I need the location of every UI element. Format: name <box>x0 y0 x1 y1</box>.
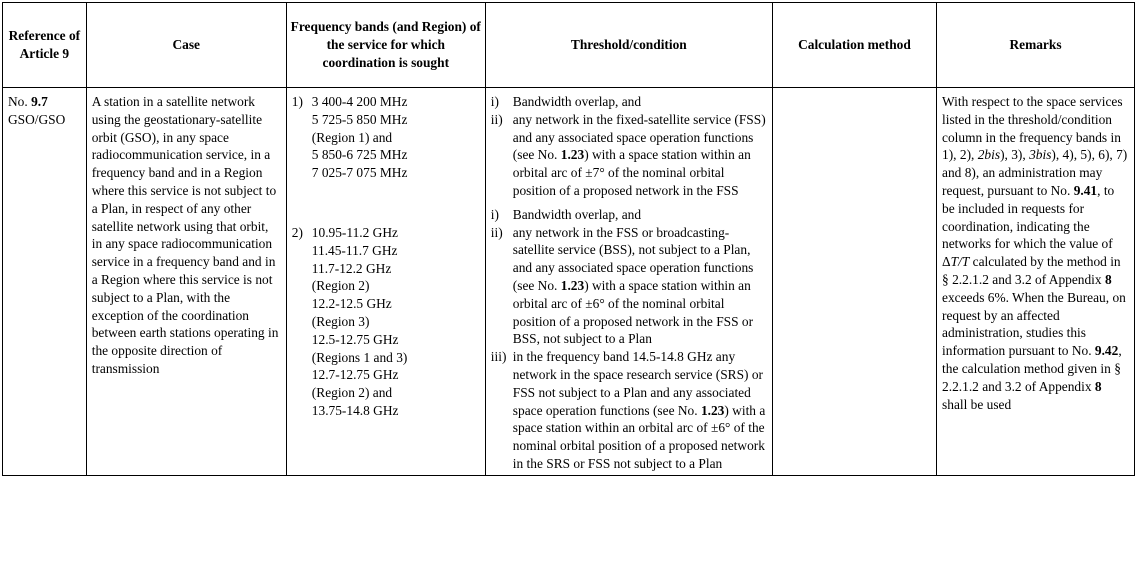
header-calculation-method: Calculation method <box>772 3 936 88</box>
band-line: (Region 2) and <box>311 385 393 401</box>
band-line: 12.5-12.75 GHz <box>311 331 399 347</box>
band-line: 11.7-12.2 GHz <box>311 260 392 276</box>
ref-9-41: 9.41 <box>1073 182 1098 198</box>
ref-1-23: 1.23 <box>560 277 585 293</box>
threshold-item: ii) any network in the FSS or broadcasting-satellite service (BSS), not subject to a Plan, and any associated space operation functions (see No. 1.23) with a space station within an orbital arc of ±6° of the nominal orbital position of a proposed network in the FSS or BSS, not subject to a Plan <box>490 224 754 347</box>
band-line: 7 025-7 075 MHz <box>311 165 408 181</box>
ref-prefix: No. <box>8 94 32 109</box>
threshold-item: i) Bandwidth overlap, and <box>490 94 642 109</box>
ref-1-23: 1.23 <box>560 147 585 163</box>
case-cell: A station in a satellite network using the geostationary-satellite orbit (GSO), in any space radiocommunication service, in a frequency band and in a Region where this service is not subject to a Plan, in respect of any other satellite network using that orbit, in any space radiocommunication service in a frequency band and in a Region where this service is not subject to a Plan, with the exception of the coordination between earth stations operating in the opposite direction of transmission <box>86 88 286 476</box>
band-line: (Regions 1 and 3) <box>311 349 408 365</box>
header-case: Case <box>86 3 286 88</box>
header-frequency-bands: Frequency bands (and Region) of the service for which coordination is sought <box>286 3 485 88</box>
threshold-item: iii) in the frequency band 14.5-14.8 GHz any network in the space research service (SRS) or FSS not subject to a Plan and any associated space operation functions (see No. 1.23) with a space station within an orbital arc of ±6° of the nominal orbital position of a proposed network in the SRS or FSS not subject to a Plan <box>490 349 766 471</box>
ref-1-23: 1.23 <box>700 402 725 418</box>
ref-9-42: 9.42 <box>1094 343 1119 359</box>
coordination-table <box>2 2 1135 476</box>
header-row <box>3 3 1135 88</box>
band-line: 3 400-4 200 MHz <box>311 94 408 109</box>
band-group-1 <box>292 93 480 182</box>
reference-cell <box>3 88 87 476</box>
header-remarks: Remarks <box>937 3 1135 88</box>
band-number: 1) <box>291 94 303 109</box>
frequency-cell <box>286 88 485 476</box>
band-line: 5 725-5 850 MHz <box>311 111 408 127</box>
band-line: (Region 2) <box>311 278 370 294</box>
band-line: 5 850-6 725 MHz <box>311 147 408 163</box>
threshold-cell <box>485 88 772 476</box>
ref-type: GSO/GSO <box>8 111 66 127</box>
header-reference: Reference of Article 9 <box>3 3 87 88</box>
band-line: (Region 3) <box>311 313 370 329</box>
remarks-cell: With respect to the space services listed in the threshold/condition column in the frequency bands in 1), 2), 2bis), 3), 3bis), 4), 5), 6), 7) and 8), an administration may request, pursuant to No. 9.41, to be included in requests for coordination, indicating the networks for which the value of ΔT/T calculated by the method in § 2.2.1.2 and 3.2 of Appendix 8 exceeds 6%. When the Bureau, on request by an affected administration, studies this information pursuant to No. 9.42, the calculation method given in § 2.2.1.2 and 3.2 of Appendix 8 shall be used <box>937 88 1135 476</box>
header-threshold: Threshold/condition <box>485 3 772 88</box>
band-line: (Region 1) and <box>311 129 393 145</box>
table-row <box>3 88 1135 476</box>
band-line: 12.7-12.75 GHz <box>311 367 399 383</box>
band-line: 13.75-14.8 GHz <box>311 402 399 418</box>
band-group-2 <box>292 224 480 420</box>
band-line: 11.45-11.7 GHz <box>311 242 398 258</box>
threshold-item: ii) any network in the fixed-satellite service (FSS) and any associated space operation functions (see No. 1.23) with a space station within an orbital arc of ±7° of the nominal orbital position of a proposed network in the FSS <box>490 111 766 198</box>
ref-number: 9.7 <box>31 94 48 109</box>
threshold-item: i) Bandwidth overlap, and <box>490 206 642 222</box>
calculation-cell <box>772 88 936 476</box>
band-line: 12.2-12.5 GHz <box>311 296 392 312</box>
band-line: 10.95-11.2 GHz <box>311 224 398 240</box>
band-number: 2) <box>291 224 303 240</box>
